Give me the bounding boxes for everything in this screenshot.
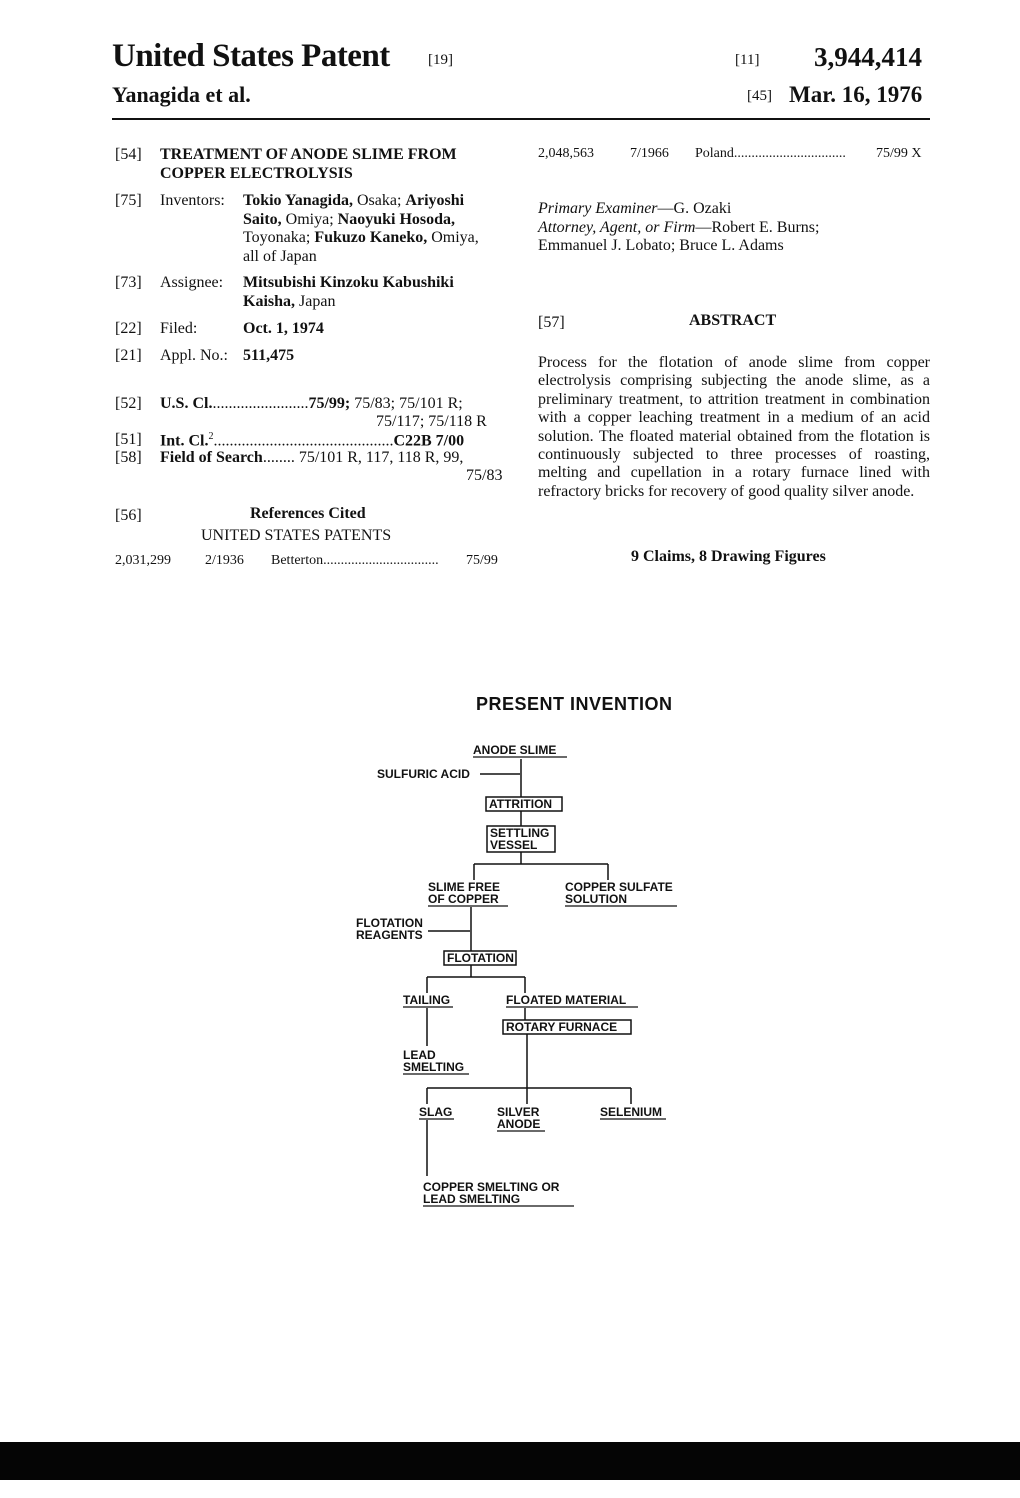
title-code: [19] bbox=[428, 52, 453, 68]
inventor-name: Tokio Yanagida, bbox=[243, 192, 353, 209]
field-54-code: [54] bbox=[115, 146, 142, 163]
diagram-title: PRESENT INVENTION bbox=[476, 694, 673, 714]
int-class-sup: 2 bbox=[208, 431, 214, 442]
node-rotary-furnace: ROTARY FURNACE bbox=[506, 1020, 618, 1034]
field-51-code: [51] bbox=[115, 431, 142, 448]
inventors-country: all of Japan bbox=[243, 247, 317, 265]
field-of-search-value: 75/101 R, 117, 118 R, 99, bbox=[294, 449, 464, 466]
node-silver-anode-1: SILVER bbox=[497, 1105, 540, 1119]
node-attrition: ATTRITION bbox=[489, 797, 553, 811]
field-58-code: [58] bbox=[115, 449, 142, 466]
field-of-search-line-2: 75/83 bbox=[466, 467, 503, 484]
patent-number-code: [11] bbox=[735, 52, 760, 68]
us-class-label: U.S. Cl. bbox=[160, 395, 213, 412]
issue-date: Mar. 16, 1976 bbox=[789, 82, 923, 107]
claims-count: 9 Claims, 8 Drawing Figures bbox=[631, 548, 826, 565]
foreign-country-name: Poland bbox=[695, 146, 734, 161]
node-floated-material: FLOATED MATERIAL bbox=[506, 993, 627, 1007]
field-of-search-label: Field of Search bbox=[160, 449, 263, 466]
leader-dots: ........ bbox=[262, 449, 295, 466]
filed-date: Oct. 1, 1974 bbox=[243, 320, 324, 337]
node-tailing: TAILING bbox=[403, 993, 451, 1007]
field-57-code: [57] bbox=[538, 314, 565, 331]
field-21-code: [21] bbox=[115, 347, 142, 364]
node-lead-smelting-1: LEAD bbox=[403, 1048, 436, 1062]
attorney-label: Attorney, Agent, or Firm bbox=[538, 218, 696, 236]
attorney-names: —Robert E. Burns; bbox=[695, 218, 820, 236]
examiner-name: —G. Ozaki bbox=[657, 200, 732, 217]
node-settling-2: VESSEL bbox=[490, 838, 538, 852]
assignee-country: Japan bbox=[295, 292, 336, 310]
us-class-main: 75/99; bbox=[308, 395, 351, 412]
int-class-value: C22B 7/00 bbox=[393, 432, 465, 450]
patent-number: 3,944,414 bbox=[814, 42, 922, 72]
node-flotation-reagents-1: FLOTATION bbox=[356, 916, 423, 930]
scan-footer-bar bbox=[0, 1442, 1020, 1480]
field-52-code: [52] bbox=[115, 395, 142, 412]
node-settling-1: SETTLING bbox=[490, 826, 550, 840]
node-slime-free-1: SLIME FREE bbox=[428, 880, 501, 894]
leader-dots: ................................ bbox=[733, 146, 846, 161]
examiner-label: Primary Examiner bbox=[538, 200, 658, 217]
node-sulfuric-acid: SULFURIC ACID bbox=[377, 767, 470, 781]
foreign-number: 2,048,563 bbox=[538, 146, 594, 161]
inventor-name: Naoyuki Hosoda, bbox=[337, 210, 456, 228]
title-line-2: COPPER ELECTROLYSIS bbox=[160, 164, 353, 182]
inventor-city: Osaka; bbox=[352, 192, 406, 209]
us-class-line-2: 75/117; 75/118 R bbox=[376, 413, 487, 430]
field-22-code: [22] bbox=[115, 320, 142, 337]
inventor-city: Omiya, bbox=[427, 229, 479, 246]
us-class-rest: 75/83; 75/101 R; bbox=[350, 395, 463, 412]
leader-dots: ........................ bbox=[212, 395, 309, 412]
reference-name-text: Betterton bbox=[271, 553, 324, 568]
assignee-label: Assignee: bbox=[160, 274, 224, 291]
node-slag: SLAG bbox=[419, 1105, 453, 1119]
field-56-code: [56] bbox=[115, 507, 142, 524]
abstract-title: ABSTRACT bbox=[689, 312, 777, 329]
inventor-city: Toyonaka; bbox=[243, 229, 315, 246]
references-subtitle: UNITED STATES PATENTS bbox=[201, 527, 392, 544]
foreign-class: 75/99 X bbox=[876, 146, 922, 161]
abstract-text: Process for the flotation of anode slime from copper electrolysis comprising subjecting the anode slime, as a preliminary treatment, to attrition treatment in combination with a copper leaching treatment in a medium of an acid solution. The floated material obtained from the flotation is continuously subjected to three processes of roasting, melting and cupellation in a rotary furnace lined with refractory bricks for recovery of good quality silver anode. bbox=[538, 354, 930, 500]
inventor-name: Fukuzo Kaneko, bbox=[314, 229, 428, 246]
inventors-label: Inventors: bbox=[160, 192, 225, 209]
leader-dots: ............................................. bbox=[213, 432, 394, 450]
foreign-date: 7/1966 bbox=[630, 146, 669, 161]
field-75-code: [75] bbox=[115, 192, 142, 209]
references-title: References Cited bbox=[250, 505, 366, 522]
inventor-name: Ariyoshi bbox=[405, 192, 465, 209]
assignee-line-2: Kaisha, bbox=[243, 292, 296, 310]
patent-office-title: United States Patent bbox=[112, 38, 390, 74]
int-class-label: Int. Cl. bbox=[160, 432, 209, 450]
inventor-city: Omiya; bbox=[281, 210, 338, 228]
reference-date: 2/1936 bbox=[205, 553, 244, 568]
node-flotation-reagents-2: REAGENTS bbox=[356, 928, 423, 942]
reference-class: 75/99 bbox=[466, 553, 498, 568]
filed-label: Filed: bbox=[160, 320, 198, 337]
node-anode-slime: ANODE SLIME bbox=[473, 743, 557, 757]
attorney-line-2: Emmanuel J. Lobato; Bruce L. Adams bbox=[538, 237, 784, 254]
assignee-line-1: Mitsubishi Kinzoku Kabushiki bbox=[243, 274, 454, 291]
inventor-name: Saito, bbox=[243, 210, 282, 228]
leader-dots: ................................. bbox=[323, 553, 439, 568]
node-copper-sulfate-1: COPPER SULFATE bbox=[565, 880, 673, 894]
node-final-2: LEAD SMELTING bbox=[423, 1192, 521, 1206]
reference-number: 2,031,299 bbox=[115, 553, 171, 568]
node-final-1: COPPER SMELTING OR bbox=[423, 1180, 560, 1194]
node-silver-anode-2: ANODE bbox=[497, 1117, 541, 1131]
node-selenium: SELENIUM bbox=[600, 1105, 663, 1119]
node-lead-smelting-2: SMELTING bbox=[403, 1060, 465, 1074]
node-copper-sulfate-2: SOLUTION bbox=[565, 892, 627, 906]
title-line-1: TREATMENT OF ANODE SLIME FROM bbox=[160, 146, 457, 163]
inventors-short: Yanagida et al. bbox=[112, 82, 251, 107]
node-flotation: FLOTATION bbox=[447, 951, 514, 965]
node-slime-free-2: OF COPPER bbox=[428, 892, 499, 906]
field-73-code: [73] bbox=[115, 274, 142, 291]
appl-no-value: 511,475 bbox=[243, 347, 295, 364]
appl-no-label: Appl. No.: bbox=[160, 347, 228, 364]
date-code: [45] bbox=[747, 88, 772, 104]
